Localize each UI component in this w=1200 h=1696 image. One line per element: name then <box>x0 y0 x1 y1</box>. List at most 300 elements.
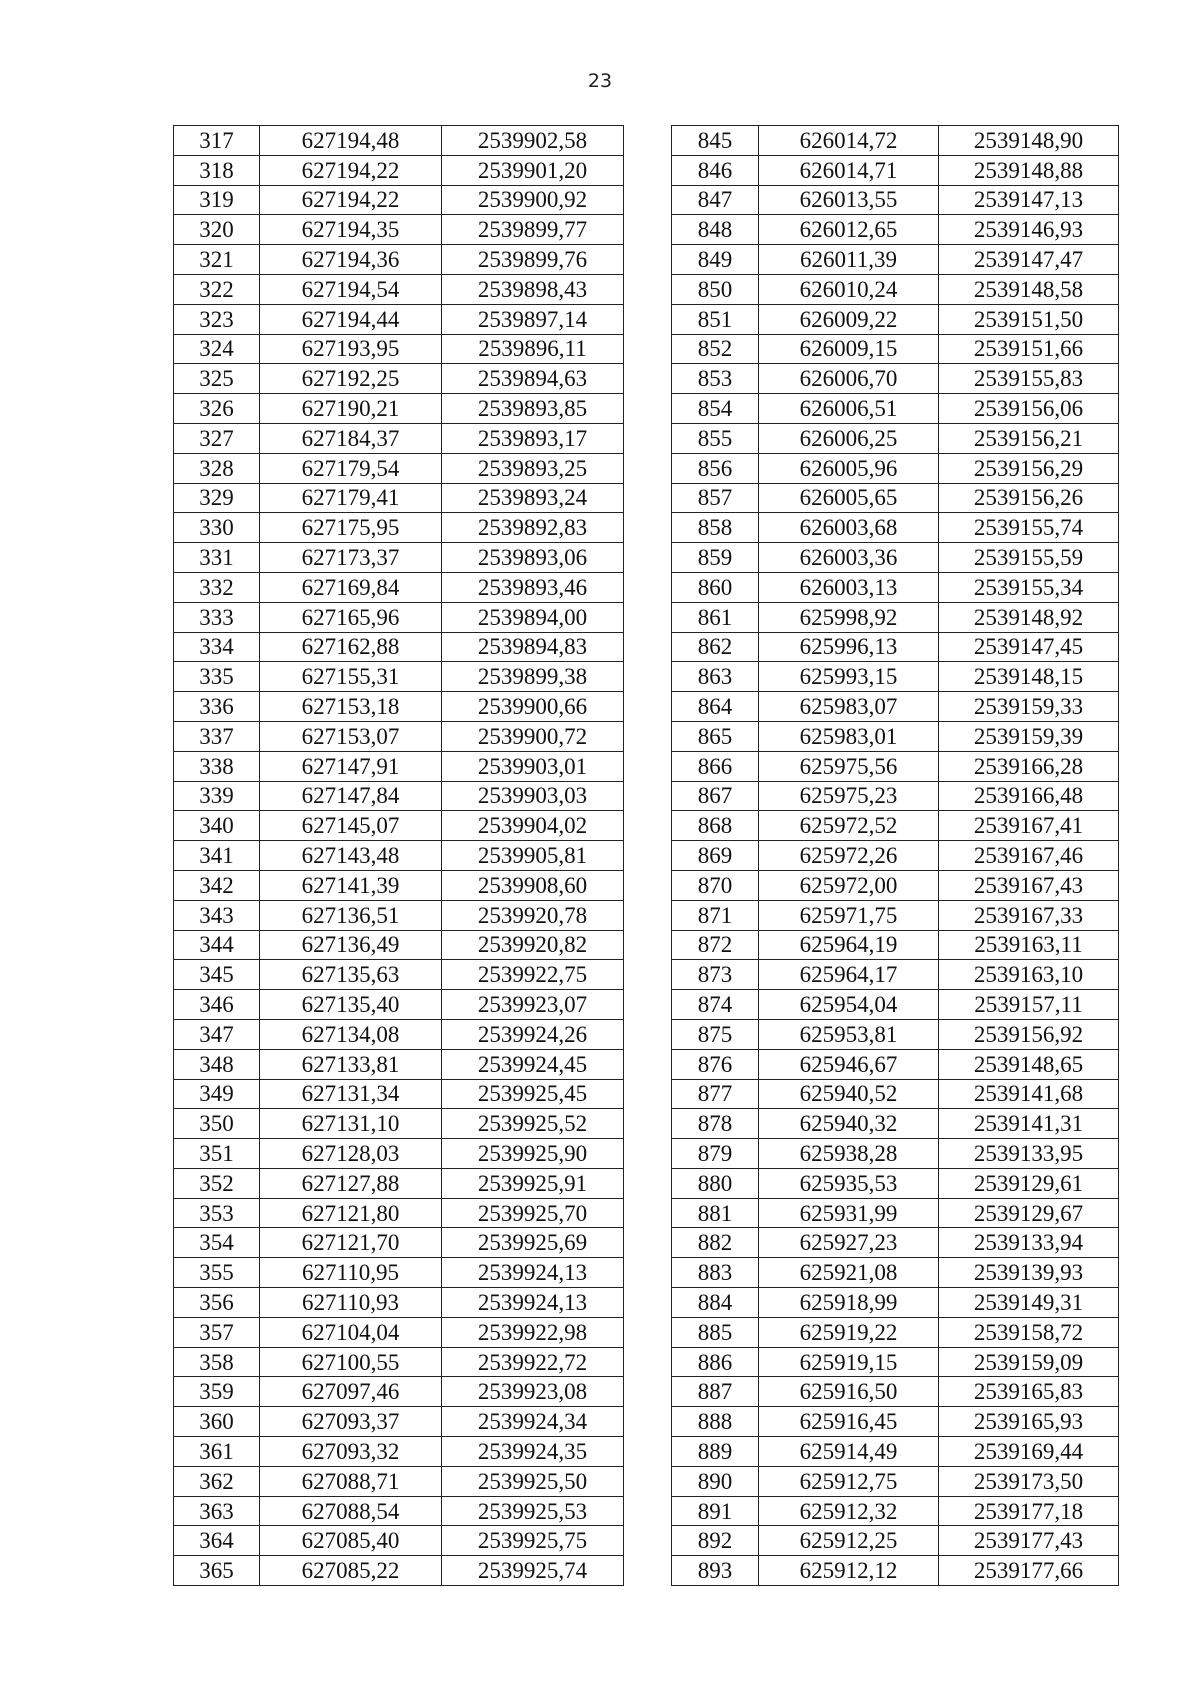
left-x-coordinate-cell: 627194,36 <box>260 245 442 275</box>
column-gap-cell <box>624 960 672 990</box>
right-y-coordinate-cell: 2539147,45 <box>939 632 1119 662</box>
right-x-coordinate-cell: 626012,65 <box>759 215 939 245</box>
column-gap-cell <box>624 394 672 424</box>
right-x-coordinate-cell: 625954,04 <box>759 990 939 1020</box>
left-y-coordinate-cell: 2539925,91 <box>442 1168 624 1198</box>
right-y-coordinate-cell: 2539148,92 <box>939 602 1119 632</box>
right-y-coordinate-cell: 2539155,83 <box>939 364 1119 394</box>
right-x-coordinate-cell: 625916,50 <box>759 1377 939 1407</box>
right-y-coordinate-cell: 2539166,48 <box>939 781 1119 811</box>
right-x-coordinate-cell: 625993,15 <box>759 662 939 692</box>
table-row <box>174 960 1119 990</box>
right-point-number-cell: 889 <box>672 1437 759 1467</box>
left-point-number-cell: 331 <box>174 543 260 573</box>
left-point-number-cell: 354 <box>174 1228 260 1258</box>
right-y-coordinate-cell: 2539155,34 <box>939 572 1119 602</box>
right-point-number-cell: 845 <box>672 126 759 156</box>
right-point-number-cell: 881 <box>672 1198 759 1228</box>
right-point-number-cell: 883 <box>672 1258 759 1288</box>
left-point-number-cell: 339 <box>174 781 260 811</box>
right-x-coordinate-cell: 625916,45 <box>759 1407 939 1437</box>
left-x-coordinate-cell: 627169,84 <box>260 572 442 602</box>
right-point-number-cell: 884 <box>672 1288 759 1318</box>
right-x-coordinate-cell: 626005,65 <box>759 483 939 513</box>
right-y-coordinate-cell: 2539133,95 <box>939 1139 1119 1169</box>
table-row <box>174 1288 1119 1318</box>
left-point-number-cell: 364 <box>174 1526 260 1556</box>
column-gap-cell <box>624 1407 672 1437</box>
column-gap-cell <box>624 1198 672 1228</box>
left-point-number-cell: 333 <box>174 602 260 632</box>
right-y-coordinate-cell: 2539167,33 <box>939 900 1119 930</box>
right-x-coordinate-cell: 625953,81 <box>759 1019 939 1049</box>
column-gap-cell <box>624 1317 672 1347</box>
table-row <box>174 1556 1119 1586</box>
table-row <box>174 394 1119 424</box>
left-point-number-cell: 355 <box>174 1258 260 1288</box>
right-x-coordinate-cell: 625998,92 <box>759 602 939 632</box>
table-row <box>174 721 1119 751</box>
left-point-number-cell: 325 <box>174 364 260 394</box>
left-y-coordinate-cell: 2539924,34 <box>442 1407 624 1437</box>
left-y-coordinate-cell: 2539902,58 <box>442 126 624 156</box>
left-y-coordinate-cell: 2539900,66 <box>442 692 624 722</box>
right-y-coordinate-cell: 2539177,43 <box>939 1526 1119 1556</box>
left-x-coordinate-cell: 627194,22 <box>260 185 442 215</box>
left-x-coordinate-cell: 627104,04 <box>260 1317 442 1347</box>
right-x-coordinate-cell: 626009,15 <box>759 334 939 364</box>
page-number: 23 <box>587 70 613 92</box>
left-x-coordinate-cell: 627110,95 <box>260 1258 442 1288</box>
left-x-coordinate-cell: 627134,08 <box>260 1019 442 1049</box>
right-x-coordinate-cell: 625971,75 <box>759 900 939 930</box>
left-x-coordinate-cell: 627133,81 <box>260 1049 442 1079</box>
table-row <box>174 1466 1119 1496</box>
table-row <box>174 423 1119 453</box>
left-x-coordinate-cell: 627184,37 <box>260 423 442 453</box>
left-x-coordinate-cell: 627085,22 <box>260 1556 442 1586</box>
coordinates-table-body <box>174 126 1119 1586</box>
left-x-coordinate-cell: 627194,35 <box>260 215 442 245</box>
right-y-coordinate-cell: 2539156,21 <box>939 423 1119 453</box>
right-x-coordinate-cell: 625972,52 <box>759 811 939 841</box>
table-row <box>174 364 1119 394</box>
right-x-coordinate-cell: 625914,49 <box>759 1437 939 1467</box>
left-y-coordinate-cell: 2539894,00 <box>442 602 624 632</box>
table-row <box>174 1109 1119 1139</box>
table-row <box>174 572 1119 602</box>
left-point-number-cell: 344 <box>174 930 260 960</box>
left-y-coordinate-cell: 2539901,20 <box>442 155 624 185</box>
right-x-coordinate-cell: 625964,17 <box>759 960 939 990</box>
left-y-coordinate-cell: 2539898,43 <box>442 274 624 304</box>
right-point-number-cell: 868 <box>672 811 759 841</box>
table-row <box>174 543 1119 573</box>
left-point-number-cell: 337 <box>174 721 260 751</box>
column-gap-cell <box>624 1466 672 1496</box>
left-x-coordinate-cell: 627194,54 <box>260 274 442 304</box>
right-point-number-cell: 886 <box>672 1347 759 1377</box>
left-point-number-cell: 346 <box>174 990 260 1020</box>
right-y-coordinate-cell: 2539165,83 <box>939 1377 1119 1407</box>
left-y-coordinate-cell: 2539892,83 <box>442 513 624 543</box>
left-point-number-cell: 357 <box>174 1317 260 1347</box>
left-point-number-cell: 324 <box>174 334 260 364</box>
left-y-coordinate-cell: 2539922,72 <box>442 1347 624 1377</box>
left-y-coordinate-cell: 2539900,72 <box>442 721 624 751</box>
right-point-number-cell: 858 <box>672 513 759 543</box>
right-x-coordinate-cell: 626014,71 <box>759 155 939 185</box>
right-x-coordinate-cell: 626005,96 <box>759 453 939 483</box>
right-x-coordinate-cell: 625964,19 <box>759 930 939 960</box>
right-x-coordinate-cell: 625918,99 <box>759 1288 939 1318</box>
left-point-number-cell: 317 <box>174 126 260 156</box>
left-point-number-cell: 347 <box>174 1019 260 1049</box>
left-point-number-cell: 326 <box>174 394 260 424</box>
column-gap-cell <box>624 1258 672 1288</box>
left-x-coordinate-cell: 627136,49 <box>260 930 442 960</box>
right-y-coordinate-cell: 2539148,90 <box>939 126 1119 156</box>
left-point-number-cell: 353 <box>174 1198 260 1228</box>
right-x-coordinate-cell: 625919,22 <box>759 1317 939 1347</box>
right-point-number-cell: 872 <box>672 930 759 960</box>
right-point-number-cell: 867 <box>672 781 759 811</box>
table-row <box>174 274 1119 304</box>
right-y-coordinate-cell: 2539141,68 <box>939 1079 1119 1109</box>
right-x-coordinate-cell: 626011,39 <box>759 245 939 275</box>
table-row <box>174 811 1119 841</box>
right-y-coordinate-cell: 2539151,66 <box>939 334 1119 364</box>
table-row <box>174 1019 1119 1049</box>
left-point-number-cell: 320 <box>174 215 260 245</box>
left-y-coordinate-cell: 2539899,76 <box>442 245 624 275</box>
coordinates-table <box>173 125 1119 1586</box>
table-row <box>174 1407 1119 1437</box>
column-gap-cell <box>624 543 672 573</box>
right-point-number-cell: 880 <box>672 1168 759 1198</box>
right-x-coordinate-cell: 625919,15 <box>759 1347 939 1377</box>
column-gap-cell <box>624 1437 672 1467</box>
column-gap-cell <box>624 364 672 394</box>
right-point-number-cell: 855 <box>672 423 759 453</box>
right-x-coordinate-cell: 625975,56 <box>759 751 939 781</box>
left-point-number-cell: 330 <box>174 513 260 543</box>
left-x-coordinate-cell: 627100,55 <box>260 1347 442 1377</box>
left-point-number-cell: 345 <box>174 960 260 990</box>
left-x-coordinate-cell: 627136,51 <box>260 900 442 930</box>
table-row <box>174 870 1119 900</box>
right-point-number-cell: 875 <box>672 1019 759 1049</box>
left-x-coordinate-cell: 627121,80 <box>260 1198 442 1228</box>
right-y-coordinate-cell: 2539156,26 <box>939 483 1119 513</box>
left-x-coordinate-cell: 627143,48 <box>260 841 442 871</box>
column-gap-cell <box>624 721 672 751</box>
left-point-number-cell: 321 <box>174 245 260 275</box>
left-x-coordinate-cell: 627141,39 <box>260 870 442 900</box>
right-y-coordinate-cell: 2539169,44 <box>939 1437 1119 1467</box>
right-y-coordinate-cell: 2539148,15 <box>939 662 1119 692</box>
right-x-coordinate-cell: 625912,75 <box>759 1466 939 1496</box>
left-y-coordinate-cell: 2539897,14 <box>442 304 624 334</box>
column-gap-cell <box>624 304 672 334</box>
left-point-number-cell: 362 <box>174 1466 260 1496</box>
table-row <box>174 1168 1119 1198</box>
left-x-coordinate-cell: 627190,21 <box>260 394 442 424</box>
left-point-number-cell: 335 <box>174 662 260 692</box>
right-y-coordinate-cell: 2539156,06 <box>939 394 1119 424</box>
left-y-coordinate-cell: 2539903,01 <box>442 751 624 781</box>
right-y-coordinate-cell: 2539147,47 <box>939 245 1119 275</box>
column-gap-cell <box>624 453 672 483</box>
left-y-coordinate-cell: 2539925,70 <box>442 1198 624 1228</box>
table-row <box>174 692 1119 722</box>
right-y-coordinate-cell: 2539146,93 <box>939 215 1119 245</box>
left-y-coordinate-cell: 2539925,90 <box>442 1139 624 1169</box>
left-x-coordinate-cell: 627153,07 <box>260 721 442 751</box>
right-point-number-cell: 857 <box>672 483 759 513</box>
right-y-coordinate-cell: 2539148,88 <box>939 155 1119 185</box>
column-gap-cell <box>624 1109 672 1139</box>
table-row <box>174 304 1119 334</box>
right-y-coordinate-cell: 2539167,43 <box>939 870 1119 900</box>
table-row <box>174 1437 1119 1467</box>
table-row <box>174 632 1119 662</box>
column-gap-cell <box>624 781 672 811</box>
left-point-number-cell: 340 <box>174 811 260 841</box>
table-row <box>174 1258 1119 1288</box>
right-point-number-cell: 854 <box>672 394 759 424</box>
table-row <box>174 990 1119 1020</box>
column-gap-cell <box>624 1228 672 1258</box>
right-x-coordinate-cell: 625972,26 <box>759 841 939 871</box>
left-y-coordinate-cell: 2539893,46 <box>442 572 624 602</box>
left-y-coordinate-cell: 2539923,08 <box>442 1377 624 1407</box>
right-x-coordinate-cell: 626010,24 <box>759 274 939 304</box>
column-gap-cell <box>624 1377 672 1407</box>
left-x-coordinate-cell: 627121,70 <box>260 1228 442 1258</box>
right-x-coordinate-cell: 626003,13 <box>759 572 939 602</box>
left-point-number-cell: 334 <box>174 632 260 662</box>
table-row <box>174 453 1119 483</box>
right-point-number-cell: 860 <box>672 572 759 602</box>
column-gap-cell <box>624 930 672 960</box>
left-x-coordinate-cell: 627192,25 <box>260 364 442 394</box>
right-point-number-cell: 873 <box>672 960 759 990</box>
left-point-number-cell: 338 <box>174 751 260 781</box>
left-y-coordinate-cell: 2539903,03 <box>442 781 624 811</box>
right-x-coordinate-cell: 626006,51 <box>759 394 939 424</box>
left-x-coordinate-cell: 627155,31 <box>260 662 442 692</box>
column-gap-cell <box>624 245 672 275</box>
left-y-coordinate-cell: 2539920,82 <box>442 930 624 960</box>
left-x-coordinate-cell: 627179,54 <box>260 453 442 483</box>
right-point-number-cell: 876 <box>672 1049 759 1079</box>
left-x-coordinate-cell: 627135,40 <box>260 990 442 1020</box>
right-point-number-cell: 848 <box>672 215 759 245</box>
left-x-coordinate-cell: 627173,37 <box>260 543 442 573</box>
left-y-coordinate-cell: 2539924,35 <box>442 1437 624 1467</box>
left-y-coordinate-cell: 2539896,11 <box>442 334 624 364</box>
left-y-coordinate-cell: 2539899,38 <box>442 662 624 692</box>
left-x-coordinate-cell: 627194,44 <box>260 304 442 334</box>
column-gap-cell <box>624 870 672 900</box>
left-x-coordinate-cell: 627110,93 <box>260 1288 442 1318</box>
left-y-coordinate-cell: 2539925,69 <box>442 1228 624 1258</box>
right-x-coordinate-cell: 625940,32 <box>759 1109 939 1139</box>
column-gap-cell <box>624 126 672 156</box>
right-y-coordinate-cell: 2539173,50 <box>939 1466 1119 1496</box>
left-point-number-cell: 322 <box>174 274 260 304</box>
table-row <box>174 841 1119 871</box>
column-gap-cell <box>624 841 672 871</box>
right-point-number-cell: 874 <box>672 990 759 1020</box>
table-row <box>174 662 1119 692</box>
left-y-coordinate-cell: 2539925,52 <box>442 1109 624 1139</box>
column-gap-cell <box>624 1347 672 1377</box>
right-point-number-cell: 846 <box>672 155 759 185</box>
left-x-coordinate-cell: 627175,95 <box>260 513 442 543</box>
column-gap-cell <box>624 900 672 930</box>
right-point-number-cell: 871 <box>672 900 759 930</box>
left-point-number-cell: 351 <box>174 1139 260 1169</box>
right-point-number-cell: 850 <box>672 274 759 304</box>
left-y-coordinate-cell: 2539893,06 <box>442 543 624 573</box>
right-point-number-cell: 852 <box>672 334 759 364</box>
right-point-number-cell: 882 <box>672 1228 759 1258</box>
column-gap-cell <box>624 185 672 215</box>
left-point-number-cell: 323 <box>174 304 260 334</box>
column-gap-cell <box>624 1288 672 1318</box>
right-y-coordinate-cell: 2539165,93 <box>939 1407 1119 1437</box>
left-y-coordinate-cell: 2539925,50 <box>442 1466 624 1496</box>
table-row <box>174 1079 1119 1109</box>
left-x-coordinate-cell: 627128,03 <box>260 1139 442 1169</box>
column-gap-cell <box>624 1139 672 1169</box>
left-point-number-cell: 319 <box>174 185 260 215</box>
column-gap-cell <box>624 155 672 185</box>
left-point-number-cell: 365 <box>174 1556 260 1586</box>
left-y-coordinate-cell: 2539893,17 <box>442 423 624 453</box>
left-y-coordinate-cell: 2539922,98 <box>442 1317 624 1347</box>
column-gap-cell <box>624 423 672 453</box>
column-gap-cell <box>624 1019 672 1049</box>
left-y-coordinate-cell: 2539924,13 <box>442 1258 624 1288</box>
table-row <box>174 155 1119 185</box>
column-gap-cell <box>624 602 672 632</box>
table-row <box>174 334 1119 364</box>
left-point-number-cell: 348 <box>174 1049 260 1079</box>
left-x-coordinate-cell: 627085,40 <box>260 1526 442 1556</box>
left-point-number-cell: 332 <box>174 572 260 602</box>
right-point-number-cell: 885 <box>672 1317 759 1347</box>
right-point-number-cell: 849 <box>672 245 759 275</box>
right-x-coordinate-cell: 625972,00 <box>759 870 939 900</box>
table-row <box>174 1377 1119 1407</box>
left-y-coordinate-cell: 2539899,77 <box>442 215 624 245</box>
column-gap-cell <box>624 215 672 245</box>
right-x-coordinate-cell: 625921,08 <box>759 1258 939 1288</box>
right-point-number-cell: 861 <box>672 602 759 632</box>
right-y-coordinate-cell: 2539166,28 <box>939 751 1119 781</box>
left-point-number-cell: 358 <box>174 1347 260 1377</box>
left-y-coordinate-cell: 2539905,81 <box>442 841 624 871</box>
left-y-coordinate-cell: 2539923,07 <box>442 990 624 1020</box>
left-point-number-cell: 359 <box>174 1377 260 1407</box>
right-x-coordinate-cell: 626003,68 <box>759 513 939 543</box>
left-y-coordinate-cell: 2539904,02 <box>442 811 624 841</box>
left-y-coordinate-cell: 2539894,83 <box>442 632 624 662</box>
right-x-coordinate-cell: 625938,28 <box>759 1139 939 1169</box>
column-gap-cell <box>624 990 672 1020</box>
left-point-number-cell: 328 <box>174 453 260 483</box>
left-x-coordinate-cell: 627093,32 <box>260 1437 442 1467</box>
right-x-coordinate-cell: 626006,25 <box>759 423 939 453</box>
right-y-coordinate-cell: 2539156,29 <box>939 453 1119 483</box>
table-row <box>174 185 1119 215</box>
left-y-coordinate-cell: 2539925,74 <box>442 1556 624 1586</box>
left-y-coordinate-cell: 2539908,60 <box>442 870 624 900</box>
right-y-coordinate-cell: 2539156,92 <box>939 1019 1119 1049</box>
right-point-number-cell: 864 <box>672 692 759 722</box>
left-x-coordinate-cell: 627193,95 <box>260 334 442 364</box>
left-x-coordinate-cell: 627127,88 <box>260 1168 442 1198</box>
right-x-coordinate-cell: 625996,13 <box>759 632 939 662</box>
right-point-number-cell: 892 <box>672 1526 759 1556</box>
table-row <box>174 1198 1119 1228</box>
right-x-coordinate-cell: 625983,07 <box>759 692 939 722</box>
left-point-number-cell: 349 <box>174 1079 260 1109</box>
right-x-coordinate-cell: 625912,32 <box>759 1496 939 1526</box>
column-gap-cell <box>624 1556 672 1586</box>
column-gap-cell <box>624 632 672 662</box>
column-gap-cell <box>624 692 672 722</box>
left-point-number-cell: 352 <box>174 1168 260 1198</box>
left-point-number-cell: 342 <box>174 870 260 900</box>
right-y-coordinate-cell: 2539167,46 <box>939 841 1119 871</box>
left-y-coordinate-cell: 2539925,53 <box>442 1496 624 1526</box>
left-y-coordinate-cell: 2539893,24 <box>442 483 624 513</box>
right-y-coordinate-cell: 2539163,11 <box>939 930 1119 960</box>
right-y-coordinate-cell: 2539149,31 <box>939 1288 1119 1318</box>
column-gap-cell <box>624 1526 672 1556</box>
left-point-number-cell: 336 <box>174 692 260 722</box>
table-row <box>174 483 1119 513</box>
right-point-number-cell: 847 <box>672 185 759 215</box>
right-y-coordinate-cell: 2539157,11 <box>939 990 1119 1020</box>
right-y-coordinate-cell: 2539147,13 <box>939 185 1119 215</box>
right-y-coordinate-cell: 2539158,72 <box>939 1317 1119 1347</box>
right-point-number-cell: 863 <box>672 662 759 692</box>
right-y-coordinate-cell: 2539177,18 <box>939 1496 1119 1526</box>
right-y-coordinate-cell: 2539177,66 <box>939 1556 1119 1586</box>
right-point-number-cell: 877 <box>672 1079 759 1109</box>
left-point-number-cell: 318 <box>174 155 260 185</box>
left-x-coordinate-cell: 627145,07 <box>260 811 442 841</box>
left-x-coordinate-cell: 627162,88 <box>260 632 442 662</box>
table-row <box>174 751 1119 781</box>
table-row <box>174 513 1119 543</box>
right-point-number-cell: 869 <box>672 841 759 871</box>
left-x-coordinate-cell: 627194,22 <box>260 155 442 185</box>
right-point-number-cell: 856 <box>672 453 759 483</box>
right-point-number-cell: 859 <box>672 543 759 573</box>
table-row <box>174 781 1119 811</box>
right-point-number-cell: 893 <box>672 1556 759 1586</box>
left-x-coordinate-cell: 627093,37 <box>260 1407 442 1437</box>
table-row <box>174 602 1119 632</box>
column-gap-cell <box>624 1168 672 1198</box>
left-point-number-cell: 327 <box>174 423 260 453</box>
